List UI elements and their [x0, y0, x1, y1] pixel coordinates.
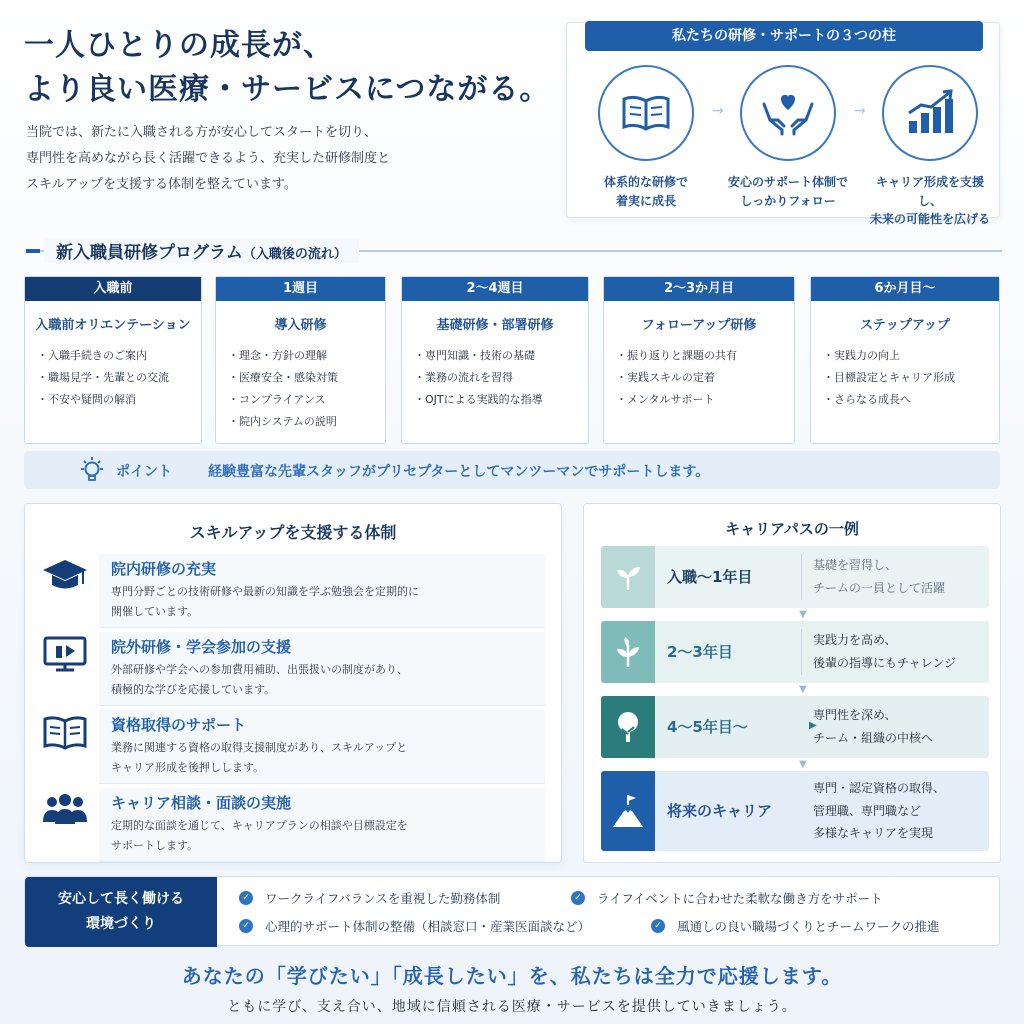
arrow-down-icon: ▼ — [799, 684, 807, 695]
graduation-cap-icon — [41, 556, 89, 596]
step-title: ステップアップ — [860, 318, 950, 333]
pillars-title: 私たちの研修・サポートの３つの柱 — [585, 21, 983, 51]
program-step-month2-3 — [603, 276, 795, 444]
check-icon: ✓ — [239, 891, 253, 905]
skill-item-body — [99, 788, 545, 862]
young-plant-icon — [601, 621, 655, 683]
title-line-1: 一人ひとりの成長が、 — [24, 28, 334, 63]
env-item — [239, 889, 500, 907]
pillar-text — [723, 173, 853, 210]
growth-chart-icon — [882, 65, 978, 161]
step-list — [811, 345, 999, 411]
env-item-text: ライフイベントに合わせた柔軟な働き方をサポート — [597, 891, 883, 906]
point-text: 経験豊富な先輩スタッフがプリセプターとしてマンツーマンでサポートします。 — [208, 464, 710, 480]
career-row-future — [601, 771, 989, 851]
pillar-2-line-2: しっかりフォロー — [740, 193, 836, 208]
skill-desc-line: 業務に関連する資格の取得支援制度があり、スキルアップと — [111, 741, 408, 754]
step-title: 入職前オリエンテーション — [35, 318, 191, 333]
career-row-separator — [801, 554, 802, 600]
program-step-month6 — [810, 276, 1000, 444]
closing-subtext: ともに学び、支え合い、地域に信頼される医療・サービスを提供していきましょう。 — [227, 999, 797, 1015]
tree-icon — [601, 696, 655, 758]
career-row-year1 — [601, 546, 989, 608]
monitor-presentation-icon — [41, 634, 89, 674]
skill-item-internal-training — [25, 554, 563, 632]
pillars-panel — [566, 22, 1000, 227]
pillar-text — [581, 173, 711, 210]
skill-item-body — [99, 632, 545, 706]
skill-item-desc — [111, 660, 533, 700]
career-row-separator — [801, 629, 802, 675]
sprout-icon — [601, 546, 655, 608]
env-label-line: 環境づくり — [86, 916, 156, 932]
env-item — [571, 889, 883, 907]
career-desc-line: 実践力を高め、 — [813, 633, 897, 648]
career-desc-line: 専門・認定資格の取得、 — [813, 780, 946, 795]
step-list-item: ・ メンタルサポート — [616, 389, 794, 411]
program-title: 新入職員研修プログラム — [56, 243, 243, 263]
step-period: 2〜4週目 — [402, 277, 588, 301]
program-subtitle: （入職後の流れ） — [242, 247, 347, 262]
book-icon — [598, 65, 694, 161]
skill-item-name: 院内研修の充実 — [111, 560, 217, 578]
step-list-item: ・ 院内システムの説明 — [228, 411, 385, 433]
step-list-item: ・ さらなる成長へ — [823, 389, 999, 411]
program-step-pre-entry — [24, 276, 202, 444]
env-item-text: 風通しの良い職場づくりとチームワークの推進 — [677, 919, 940, 934]
skill-support-panel — [24, 503, 562, 863]
env-label-line: 安心して長く働ける — [58, 890, 184, 907]
intro-line-1: 当院では、新たに入職される方が安心してスタートを切り、 — [26, 125, 378, 140]
skill-item-name: キャリア相談・面談の実施 — [111, 794, 292, 812]
skill-desc-line: 外部研修や学会への参加費用補助、出張扱いの制度があり、 — [111, 663, 408, 676]
step-list-item: ・ 医療安全・感染対策 — [228, 367, 385, 389]
career-years: 4〜5年目〜 — [667, 718, 748, 736]
skill-item-body — [99, 710, 545, 784]
skill-item-desc — [111, 582, 533, 622]
point-banner — [24, 451, 1000, 489]
pillar-2-line-1: 安心のサポート体制で — [727, 175, 848, 189]
skill-item-career-consultation — [25, 788, 563, 866]
intro-line-3: スキルアップを支援する体制を整えています。 — [26, 177, 297, 192]
arrow-down-icon: ▼ — [799, 609, 807, 620]
pillar-1-line-1: 体系的な研修で — [603, 175, 688, 189]
step-list-item: ・ 入職手続きのご案内 — [37, 345, 201, 367]
skill-desc-line: 専門分野ごとの技術研修や最新の知識を学ぶ勉強会を定期的に — [111, 585, 419, 598]
step-list-item: ・ 実践力の向上 — [823, 345, 999, 367]
pillar-3-line-1: キャリア形成を支援し、 — [875, 175, 984, 208]
step-list-item: ・ 振り返りと課題の共有 — [616, 345, 794, 367]
program-section-title — [44, 238, 359, 263]
skill-item-desc — [111, 738, 533, 778]
career-desc-line: 後輩の指導にもチャレンジ — [813, 656, 957, 670]
env-item-text: ワークライフバランスを重視した勤務体制 — [265, 891, 501, 906]
arrow-right-icon: → — [854, 103, 866, 119]
program-step-week2-4 — [401, 276, 589, 444]
career-desc-line: チーム・組織の中核へ — [813, 731, 934, 745]
pillar-text — [865, 173, 995, 229]
intro-line-2: 専門性を高めながら長く活躍できるよう、充実した研修制度と — [26, 151, 391, 166]
check-icon: ✓ — [651, 919, 665, 933]
career-desc-line: 基礎を習得し、 — [813, 558, 898, 573]
skill-item-name: 院外研修・学会参加の支援 — [111, 638, 292, 656]
pillar-career — [865, 65, 995, 229]
skill-desc-line: 定期的な面談を通じて、キャリアプランの相談や目標設定を — [111, 819, 408, 832]
check-icon: ✓ — [239, 919, 253, 933]
career-desc — [813, 546, 945, 608]
step-period: 2〜3か月目 — [604, 277, 794, 301]
step-list-item: ・ 実践スキルの定着 — [616, 367, 794, 389]
step-list-item: ・ コンプライアンス — [228, 389, 385, 411]
env-label — [25, 877, 217, 947]
arrow-right-icon: → — [712, 103, 724, 119]
step-list-item: ・ OJTによる実践的な指導 — [414, 389, 588, 411]
career-panel-title: キャリアパスの一例 — [725, 520, 859, 538]
people-group-icon — [41, 790, 89, 830]
skill-panel-title: スキルアップを支援する体制 — [189, 523, 397, 542]
step-list — [402, 345, 588, 411]
career-desc-line: チームの一員として活躍 — [813, 581, 946, 595]
mountain-flag-icon — [601, 771, 655, 851]
section-divider-accent — [26, 249, 40, 253]
step-list-item: ・ 専門知識・技術の基礎 — [414, 345, 588, 367]
closing-message: あなたの「学びたい」「成長したい」を、私たちは全力で応援します。 — [181, 964, 843, 988]
career-desc — [813, 771, 945, 851]
career-years: 入職〜1年目 — [667, 568, 753, 586]
step-list-item: ・ 職場見学・先輩との交流 — [37, 367, 201, 389]
pillar-support — [723, 65, 853, 210]
career-desc-line: 多様なキャリアを実現 — [813, 826, 934, 841]
skill-item-body — [99, 554, 545, 628]
skill-item-certification — [25, 710, 563, 788]
env-item — [651, 917, 940, 935]
env-item-text: 心理的サポート体制の整備（相談窓口・産業医面談など） — [265, 919, 591, 934]
intro-text — [26, 120, 566, 198]
skill-desc-line: サポートします。 — [111, 838, 199, 852]
title-line-2: より良い医療・サービスにつながる。 — [24, 71, 551, 107]
program-step-week1 — [215, 276, 386, 444]
step-list-item: ・ 業務の流れを習得 — [414, 367, 588, 389]
step-period: 6か月目〜 — [811, 277, 999, 301]
work-environment-panel — [24, 876, 1000, 946]
career-years: 将来のキャリア — [667, 802, 773, 820]
step-title: フォローアップ研修 — [641, 318, 757, 333]
step-list-item: ・ 理念・方針の理解 — [228, 345, 385, 367]
step-list — [604, 345, 794, 411]
skill-desc-line: 積極的な学びを応援しています。 — [111, 682, 276, 696]
career-row-year2-3 — [601, 621, 989, 683]
career-years: 2〜3年目 — [667, 643, 733, 661]
step-list-item: ・ 目標設定とキャリア形成 — [823, 367, 999, 389]
career-desc-line: 専門性を深め、 — [813, 708, 897, 723]
skill-item-external-training — [25, 632, 563, 710]
career-desc — [813, 621, 956, 683]
arrow-down-icon: ▼ — [799, 759, 807, 770]
step-list-item: ・ 不安や疑問の解消 — [37, 389, 201, 411]
skill-desc-line: 開催しています。 — [111, 604, 199, 618]
skill-item-name: 資格取得のサポート — [111, 716, 247, 734]
skill-desc-line: キャリア形成を後押しします。 — [111, 760, 265, 774]
step-list — [25, 345, 201, 411]
pillar-3-line-2: 未来の可能性を広げる — [869, 212, 990, 227]
env-item — [239, 917, 590, 935]
open-book-icon — [41, 712, 89, 752]
heart-hands-icon — [740, 65, 836, 161]
check-icon: ✓ — [571, 891, 585, 905]
pillar-systematic-training — [581, 65, 711, 210]
skill-item-desc — [111, 816, 533, 856]
career-row-year4-5 — [601, 696, 989, 758]
step-period: 入職前 — [25, 277, 201, 301]
step-list — [216, 345, 385, 433]
step-title: 導入研修 — [274, 318, 327, 333]
step-period: 1週目 — [216, 277, 385, 301]
pillar-1-line-2: 着実に成長 — [615, 193, 676, 208]
career-desc — [813, 696, 933, 758]
lightbulb-icon — [78, 457, 106, 489]
arrow-right-icon: ▶ — [809, 720, 817, 731]
career-path-panel — [583, 503, 1001, 863]
page-title — [24, 24, 564, 111]
career-desc-line: 管理職、専門職など — [813, 803, 922, 818]
point-label: ポイント — [116, 464, 172, 480]
step-title: 基礎研修・部署研修 — [436, 318, 554, 333]
